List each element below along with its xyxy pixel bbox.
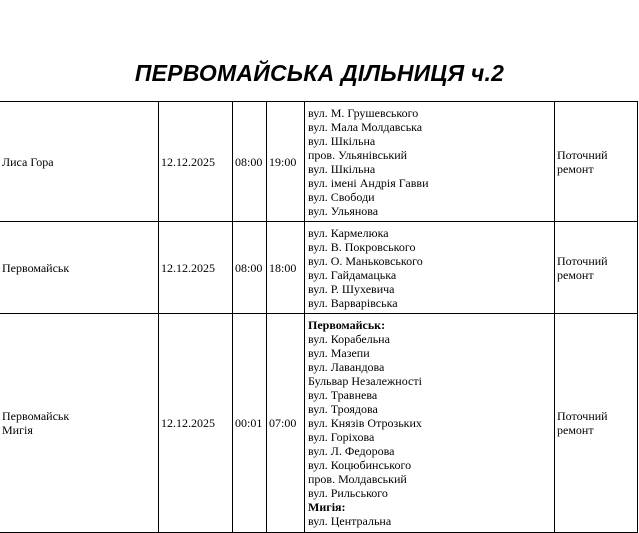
date-cell: 12.12.2025: [159, 102, 233, 222]
street-item: вул. Ульянова: [308, 204, 379, 218]
table-row: [0, 314, 638, 533]
start-time-cell: 00:01: [233, 314, 267, 533]
start-time-cell: 08:00: [233, 102, 267, 222]
streets-cell: [305, 222, 555, 314]
page-title: ПЕРВОМАЙСЬКА ДІЛЬНИЦЯ ч.2: [134, 60, 505, 86]
table-row: [0, 222, 638, 314]
streets-cell: [305, 102, 555, 222]
work-type-cell: [555, 314, 638, 533]
street-item: вул. Мазепи: [308, 346, 370, 360]
location-name: Мигія: [2, 423, 33, 437]
work-type-cell: [555, 102, 638, 222]
street-item: вул. М. Грушевського: [308, 106, 419, 120]
work-type-text: ремонт: [557, 161, 594, 176]
street-item: вул. Л. Федорова: [308, 444, 395, 458]
end-time-cell: 07:00: [267, 314, 305, 533]
work-type-text: ремонт: [557, 423, 594, 437]
street-item: вул. Свободи: [308, 190, 375, 204]
location-cell: [0, 314, 159, 533]
street-item: вул. Лавандова: [308, 360, 385, 374]
street-item: пров. Ульянівський: [308, 148, 408, 162]
location-cell: [0, 222, 159, 314]
work-type-text: ремонт: [557, 267, 594, 282]
location-name: Первомайськ: [2, 409, 70, 423]
location-cell: [0, 102, 159, 222]
location-name: Первомайськ: [2, 260, 70, 275]
street-item: вул. Троядова: [308, 402, 378, 416]
work-type-text: Поточний: [557, 409, 608, 423]
street-item: Бульвар Незалежності: [308, 374, 422, 388]
date-cell: 12.12.2025: [159, 314, 233, 533]
street-item: вул. Кармелюка: [308, 226, 389, 240]
work-type-cell: [555, 222, 638, 314]
table-row: [0, 102, 638, 222]
street-item: вул. Мала Молдавська: [308, 120, 423, 134]
street-item: вул. Травнева: [308, 388, 378, 402]
street-item: вул. В. Покровського: [308, 240, 416, 254]
end-time-cell: 18:00: [267, 222, 305, 314]
end-time-cell: 19:00: [267, 102, 305, 222]
street-item: вул. імені Андрія Гавви: [308, 176, 429, 190]
date-cell: 12.12.2025: [159, 222, 233, 314]
street-item: вул. Коцюбинського: [308, 458, 412, 472]
work-type-text: Поточний: [557, 253, 608, 268]
street-item: вул. Рильського: [308, 486, 388, 500]
settlement-heading: Мигія:: [308, 500, 346, 514]
street-item: вул. Шкільна: [308, 162, 376, 176]
street-item: вул. Гайдамацька: [308, 268, 397, 282]
street-item: вул. Корабельна: [308, 332, 390, 346]
settlement-heading: Первомайськ:: [308, 318, 386, 332]
table-body: [0, 102, 638, 533]
location-name: Лиса Гора: [2, 154, 54, 169]
street-item: вул. Князів Отрозьких: [308, 416, 422, 430]
street-item: вул. О. Маньковського: [308, 254, 423, 268]
street-item: вул. Центральна: [308, 514, 392, 528]
street-item: вул. Горіхова: [308, 430, 375, 444]
streets-cell: [305, 314, 555, 533]
street-item: пров. Молдавський: [308, 472, 407, 486]
street-item: вул. Варварівська: [308, 296, 398, 310]
start-time-cell: 08:00: [233, 222, 267, 314]
outage-schedule-table: [0, 101, 638, 533]
street-item: вул. Шкільна: [308, 134, 376, 148]
street-item: вул. Р. Шухевича: [308, 282, 395, 296]
work-type-text: Поточний: [557, 147, 608, 162]
